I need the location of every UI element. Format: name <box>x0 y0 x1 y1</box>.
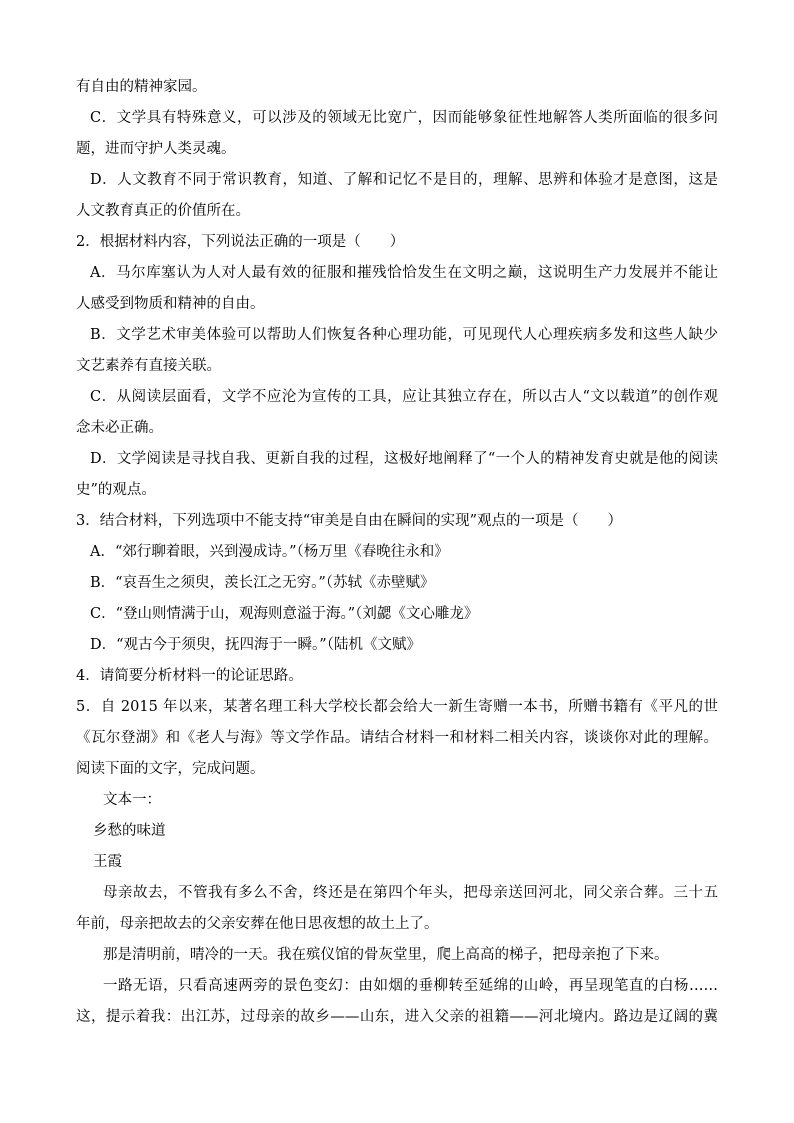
text-line: C．文学具有特殊意义，可以涉及的领域无比宽广，因而能够象征性地解答人类所面临的很多问 <box>90 110 718 126</box>
text-line: 乡愁的味道 <box>93 823 166 839</box>
text-line: 题，进而守护人类灵魂。 <box>76 141 236 157</box>
text-line: A．马尔库塞认为人对人最有效的征服和摧残恰恰发生在文明之巅，这说明生产力发展并不能让 <box>90 265 718 281</box>
text-line: B．文学艺术审美体验可以帮助人们恢复各种心理功能，可见现代人心理疾病多发和这些人缺少 <box>90 327 718 343</box>
text-line: D．人文教育不同于常识教育，知道、了解和记忆不是目的，理解、思辨和体验才是意图，这是 <box>90 172 718 188</box>
text-line: D．文学阅读是寻找自我、更新自我的过程，这极好地阐释了“一个人的精神发育史就是他的阅读 <box>90 451 718 467</box>
text-line: 5．自 2015 年以来，某著名理工科大学校长都会给大一新生寄赠一本书，所赠书籍有《平凡的世 <box>76 699 718 715</box>
text-line: 史”的观点。 <box>76 482 156 498</box>
text-line: 年前，母亲把故去的父亲安葬在他日思夜想的故土上了。 <box>76 916 439 932</box>
text-line: 阅读下面的文字，完成问题。 <box>76 761 265 777</box>
text-line: D．“观古今于须臾，抚四海于一瞬。”（陆机《文赋》 <box>90 637 421 653</box>
text-line: 王霞 <box>93 854 122 870</box>
text-line: 4．请简要分析材料一的论证思路。 <box>76 668 303 684</box>
text-line: C．“登山则情满于山，观海则意溢于海。”（刘勰《文心雕龙》 <box>90 606 479 622</box>
text-line: 这，提示着我：出江苏，过母亲的故乡——山东，进入父亲的祖籍——河北境内。路边是辽阔的冀 <box>76 1009 718 1025</box>
document-page <box>76 72 718 1033</box>
text-line: 母亲故去，不管我有多么不舍，终还是在第四个年头，把母亲送回河北，同父亲合葬。三十五 <box>103 885 718 901</box>
text-line: 一路无语，只看高速两旁的景色变幻：由如烟的垂柳转至延绵的山岭，再呈现笔直的白杨…… <box>103 978 718 994</box>
text-line: 2．根据材料内容，下列说法正确的一项是（ ） <box>76 234 405 250</box>
text-line: 3．结合材料，下列选项中不能支持“审美是自由在瞬间的实现”观点的一项是（ ） <box>76 513 623 529</box>
text-line: 有自由的精神家园。 <box>76 79 207 95</box>
text-line: 文本一： <box>103 792 161 808</box>
text-line: 人感受到物质和精神的自由。 <box>76 296 265 312</box>
text-line: 念未必正确。 <box>76 420 163 436</box>
text-line: 那是清明前，晴冷的一天。我在殡仪馆的骨灰堂里，爬上高高的梯子，把母亲抱了下来。 <box>103 947 669 963</box>
text-line: A．“郊行聊着眼，兴到漫成诗。”（杨万里《春晚往永和》 <box>90 544 449 560</box>
text-line: 人文教育真正的价值所在。 <box>76 203 250 219</box>
text-line: B．“哀吾生之须臾，羡长江之无穷。”（苏轼《赤壁赋》 <box>90 575 435 591</box>
text-line: 《瓦尔登湖》和《老人与海》等文学作品。请结合材料一和材料二相关内容，谈谈你对此的理解。 <box>76 730 718 746</box>
text-line: C．从阅读层面看，文学不应沦为宣传的工具，应让其独立存在，所以古人“文以载道”的创作观 <box>90 389 718 405</box>
text-line: 文艺素养有直接关联。 <box>76 358 221 374</box>
